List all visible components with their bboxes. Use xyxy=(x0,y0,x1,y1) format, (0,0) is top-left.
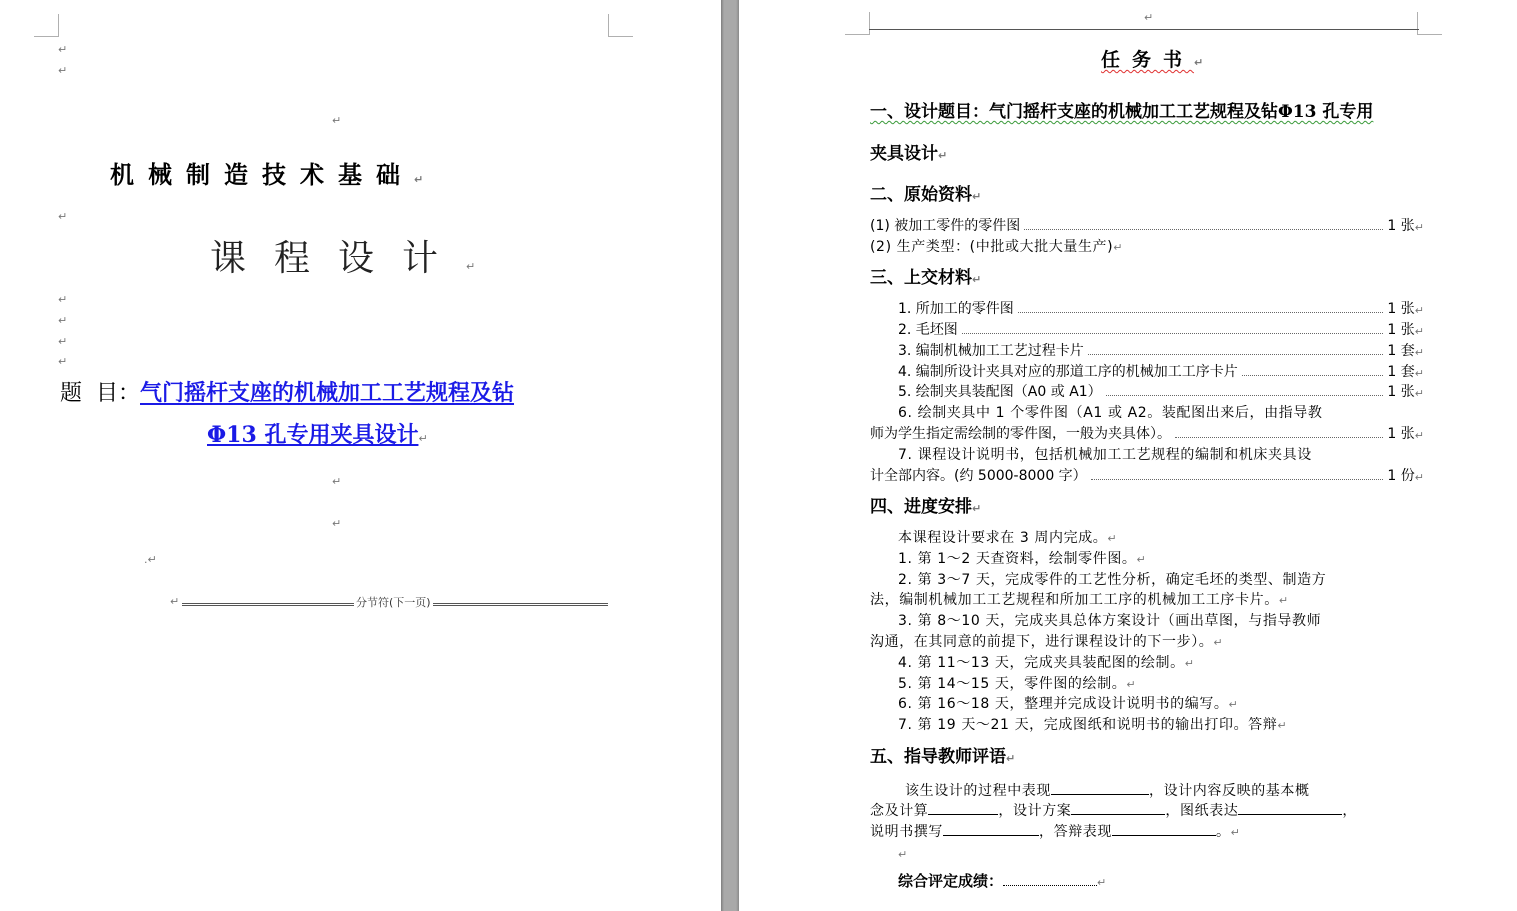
paragraph-mark: ↵ xyxy=(58,314,68,327)
comment-text: 该生设计的过程中表现 xyxy=(905,783,1051,799)
leader-dots xyxy=(1106,395,1384,396)
sec1-title-line2: 夹具设计 xyxy=(870,144,938,164)
schedule-line-text: 5. 第 14～15 天，零件图的绘制。 xyxy=(898,676,1127,692)
paragraph-mark: ↵ xyxy=(58,335,68,348)
sec3-item: 4. 编制所设计夹具对应的那道工序的机械加工工序卡片 1 套 ↵ xyxy=(898,364,1424,380)
schedule-line: 4. 第 11～13 天，完成夹具装配图的绘制。↵ xyxy=(898,655,1195,671)
cover-topic xyxy=(60,379,514,408)
sec3-item-qty: 1 张 xyxy=(1387,322,1415,338)
cover-page xyxy=(0,0,721,911)
sec5-title-text: 五、指导教师评语 xyxy=(870,747,1006,767)
paragraph-mark: ↵ xyxy=(332,475,342,488)
sec2-item-2: (2) 生产类型：(中批或大批大量生产)↵ xyxy=(870,239,1124,255)
comment-line-1 xyxy=(905,780,1310,799)
sec3-item-text: 5. 绘制夹具装配图（A0 或 A1） xyxy=(898,384,1102,400)
schedule-line: 本课程设计要求在 3 周内完成。↵ xyxy=(898,530,1118,546)
section-break: ↵ 分节符(下一页) xyxy=(170,596,608,610)
sec3-item: 1. 所加工的零件图 1 张 ↵ xyxy=(898,301,1424,317)
paragraph-mark: ↵ xyxy=(58,43,68,56)
leader-dots xyxy=(1088,354,1384,355)
blank-design-scheme[interactable] xyxy=(1071,800,1165,815)
sec3-item-6-text-b: 师为学生指定需绘制的零件图，一般为夹具体）。 xyxy=(870,426,1171,442)
schedule-line-text: 7. 第 19 天～21 天，完成图纸和说明书的输出打印。答辩 xyxy=(898,717,1278,733)
blank-writing[interactable] xyxy=(943,821,1039,836)
comment-text: 说明书撰写 xyxy=(870,824,943,840)
sec3-item-text: 1. 所加工的零件图 xyxy=(898,301,1014,317)
comment-text: 念及计算 xyxy=(870,803,929,819)
grade-line: 综合评定成绩： ↵ xyxy=(898,872,1107,890)
cover-title-sub-text: 课程设计 xyxy=(210,238,467,279)
crop-mark-top-right xyxy=(1417,12,1442,35)
paragraph-mark: ↵ xyxy=(332,517,342,530)
sec3-title-text: 三、上交材料 xyxy=(870,268,972,288)
comment-text: 。 xyxy=(1216,824,1231,840)
paragraph-mark: ↵ xyxy=(58,64,68,77)
sec2-title: 二、原始资料↵ xyxy=(870,185,982,205)
topic-label: 题 目： xyxy=(60,381,140,406)
leader-dots xyxy=(1024,229,1383,230)
schedule-line: 6. 第 16～18 天，整理并完成设计说明书的编写。↵ xyxy=(898,696,1239,712)
blank-drawing[interactable] xyxy=(1238,800,1342,815)
sec3-item: 2. 毛坯图 1 张 ↵ xyxy=(898,322,1424,338)
blank-calculation[interactable] xyxy=(928,800,998,815)
sec3-item-qty: 1 套 xyxy=(1387,343,1415,359)
comment-text: ，设计方案 xyxy=(998,803,1072,819)
sec4-title: 四、进度安排↵ xyxy=(870,497,982,517)
blank-grade[interactable] xyxy=(1003,871,1097,886)
comment-text: ，设计内容反映的基本概 xyxy=(1149,783,1310,799)
paragraph-mark: ↵ xyxy=(58,210,68,223)
sec1-title xyxy=(870,101,1373,123)
schedule-line-text: 4. 第 11～13 天，完成夹具装配图的绘制。 xyxy=(898,655,1185,671)
task-page xyxy=(739,0,1517,911)
schedule-line-text: 本课程设计要求在 3 周内完成。 xyxy=(898,530,1108,546)
paragraph-mark: ↵ xyxy=(58,355,68,368)
sec3-item-7-text-b: 计全部内容。(约 5000-8000 字） xyxy=(870,468,1087,484)
comment-text: ，图纸表达 xyxy=(1165,803,1239,819)
sec5-title: 五、指导教师评语↵ xyxy=(870,747,1016,767)
sec3-item-text: 2. 毛坯图 xyxy=(898,322,958,338)
comment-line-3: 说明书撰写 ，答辩表现 。↵ xyxy=(870,821,1240,840)
sec2-title-text: 二、原始资料 xyxy=(870,185,972,205)
cover-topic-line2: Φ13 孔专用夹具设计↵ xyxy=(207,422,428,448)
schedule-line xyxy=(898,613,1321,629)
leader-dots xyxy=(1091,479,1384,480)
sec3-item-7-line1 xyxy=(898,447,1312,463)
crop-mark-top-right xyxy=(608,14,633,37)
paragraph-mark: ↵ xyxy=(332,114,342,127)
cover-title-main-text: 机械制造技术基础 xyxy=(110,160,414,189)
comment-line-2 xyxy=(870,800,1357,819)
leader-dots xyxy=(1175,437,1383,438)
schedule-line: 沟通，在其同意的前提下，进行课程设计的下一步）。↵ xyxy=(870,634,1224,650)
schedule-line-text: 1. 第 1～2 天查资料，绘制零件图。 xyxy=(898,551,1137,567)
leader-dots xyxy=(1242,375,1384,376)
sec3-item-qty: 1 套 xyxy=(1387,364,1415,380)
schedule-line-text: 6. 第 16～18 天，整理并完成设计说明书的编写。 xyxy=(898,696,1229,712)
cover-title-sub: 课程设计↵ xyxy=(210,238,476,279)
schedule-line-text: 法，编制机械加工工艺规程和所加工工序的机械加工工序卡片。 xyxy=(870,592,1279,608)
sec2-item-2-text: (2) 生产类型：(中批或大批大量生产) xyxy=(870,239,1114,255)
paragraph-mark: ↵ xyxy=(58,293,68,306)
comment-text: ，答辩表现 xyxy=(1039,824,1112,840)
leader-dots xyxy=(1018,312,1384,313)
blank-defense[interactable] xyxy=(1112,821,1216,836)
crop-mark-top-left xyxy=(34,14,59,37)
sec1-title-line1: 一、设计题目：气门摇杆支座的机械加工工艺规程及钻Φ13 孔专用 xyxy=(870,102,1374,122)
sec3-item-7-qty: 1 份 xyxy=(1387,468,1415,484)
sec3-item-text: 4. 编制所设计夹具对应的那道工序的机械加工工序卡片 xyxy=(898,364,1238,380)
topic-link-line1[interactable]: 气门摇杆支座的机械加工工艺规程及钻 xyxy=(140,380,515,406)
schedule-line: 1. 第 1～2 天查资料，绘制零件图。↵ xyxy=(898,551,1147,567)
sec3-title: 三、上交材料↵ xyxy=(870,268,982,288)
schedule-line-text: 沟通，在其同意的前提下，进行课程设计的下一步）。 xyxy=(870,634,1214,650)
crop-mark-top-left xyxy=(845,12,870,35)
section-break-label: 分节符(下一页) xyxy=(356,596,431,609)
header-rule xyxy=(869,29,1419,30)
cover-title-main: 机械制造技术基础↵ xyxy=(110,160,424,189)
task-title: 任务书↵ xyxy=(1101,49,1204,71)
sec1-title-cont: 夹具设计↵ xyxy=(870,144,948,164)
schedule-line: 7. 第 19 天～21 天，完成图纸和说明书的输出打印。答辩↵ xyxy=(898,717,1288,733)
sec3-item-qty: 1 张 xyxy=(1387,384,1415,400)
sec3-item-7-text-a: 7. 课程设计说明书，包括机械加工工艺规程的编制和机床夹具设 xyxy=(898,447,1312,463)
sec3-item-6-line1 xyxy=(898,405,1322,421)
schedule-line-text: 3. 第 8～10 天，完成夹具总体方案设计（画出草图，与指导教师 xyxy=(898,613,1322,629)
sec3-item: 3. 编制机械加工工艺过程卡片 1 套 ↵ xyxy=(898,343,1424,359)
paragraph-mark: .↵ xyxy=(144,553,157,566)
sec3-item-6-line2: 师为学生指定需绘制的零件图，一般为夹具体）。 1 张 ↵ xyxy=(870,426,1424,442)
sec3-item-text: 3. 编制机械加工工艺过程卡片 xyxy=(898,343,1084,359)
comment-text: ， xyxy=(1342,803,1358,819)
sec3-item-qty: 1 张 xyxy=(1387,301,1415,317)
sec3-item-6-qty: 1 张 xyxy=(1387,426,1415,442)
schedule-line-text: 2. 第 3～7 天，完成零件的工艺性分析，确定毛坯的类型、制造方 xyxy=(898,572,1327,588)
sec4-title-text: 四、进度安排 xyxy=(870,497,972,517)
sec2-item-1: (1) 被加工零件的零件图 1 张 ↵ xyxy=(870,218,1424,234)
schedule-line: 5. 第 14～15 天，零件图的绘制。↵ xyxy=(898,676,1137,692)
paragraph-mark: ↵ xyxy=(898,848,908,861)
sec3-item-6-text-a: 6. 绘制夹具中 1 个零件图（A1 或 A2。装配图出来后，由指导教 xyxy=(898,405,1323,421)
sec2-item-1-qty: 1 张 xyxy=(1387,218,1415,234)
blank-performance[interactable] xyxy=(1051,780,1149,795)
leader-dots xyxy=(962,333,1384,334)
topic-link-line2[interactable]: Φ13 孔专用夹具设计 xyxy=(207,422,419,448)
paragraph-mark: ↵ xyxy=(1144,11,1154,24)
sec3-item: 5. 绘制夹具装配图（A0 或 A1） 1 张 ↵ xyxy=(898,384,1424,400)
schedule-line xyxy=(898,572,1326,588)
schedule-line: 法，编制机械加工工艺规程和所加工工序的机械加工工序卡片。↵ xyxy=(870,592,1289,608)
sec3-item-7-line2: 计全部内容。(约 5000-8000 字） 1 份 ↵ xyxy=(870,468,1424,484)
grade-label: 综合评定成绩： xyxy=(898,872,1004,890)
sec2-item-1-text: (1) 被加工零件的零件图 xyxy=(870,218,1021,234)
task-title-text: 任务书 xyxy=(1101,49,1195,71)
page-gutter xyxy=(721,0,739,911)
